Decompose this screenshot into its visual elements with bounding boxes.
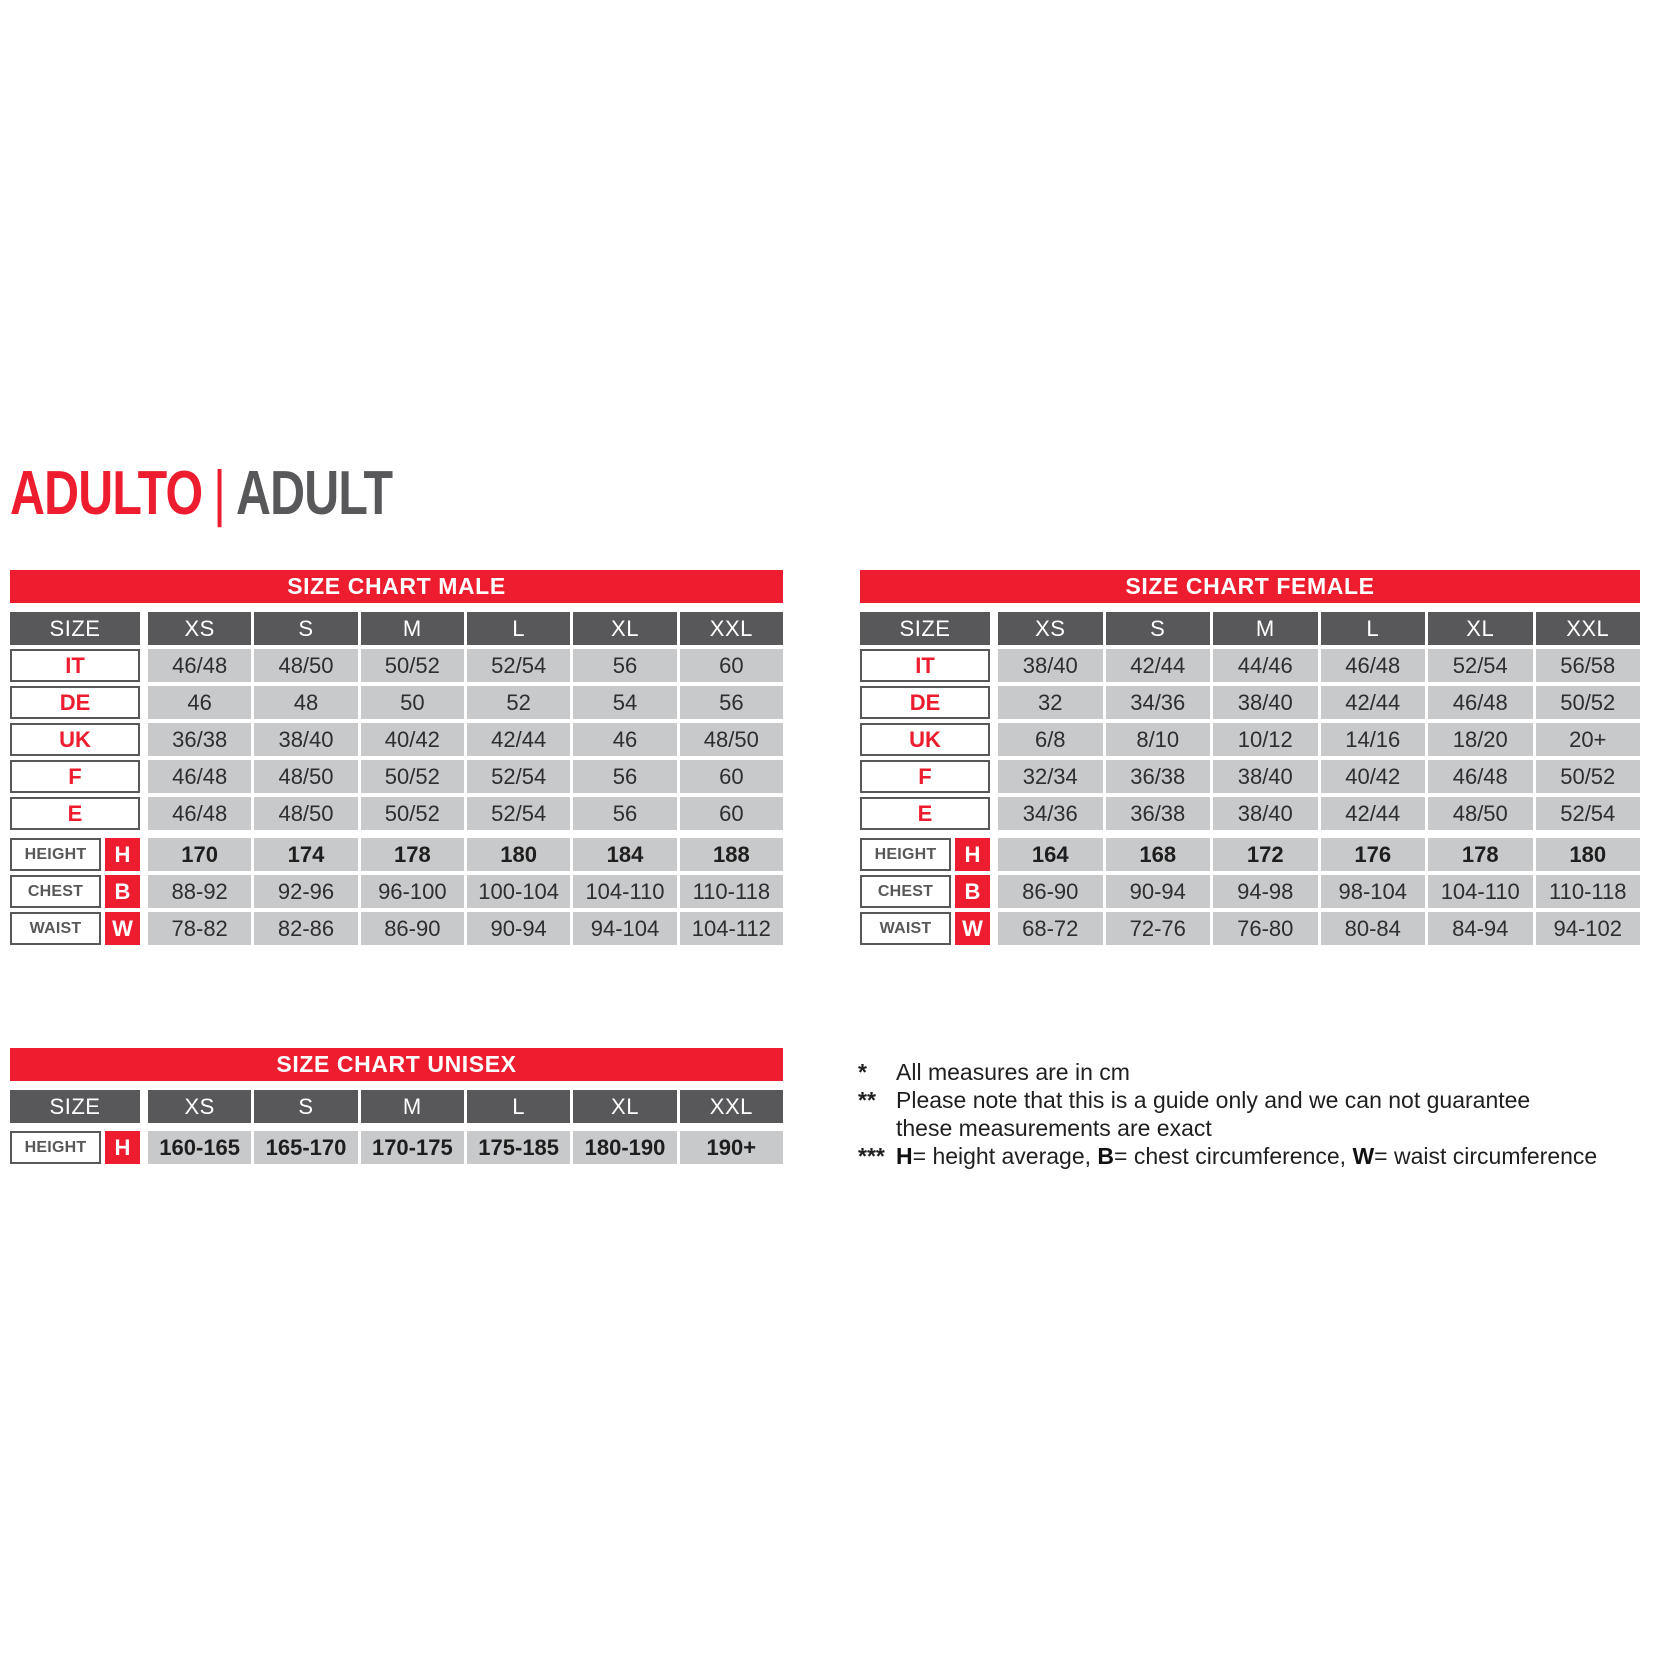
footnote-1	[858, 1058, 1654, 1086]
size-value-cell: 20+	[1536, 723, 1641, 756]
measure-key-badge-h: H	[105, 838, 140, 871]
size-value-cell: 60	[680, 649, 783, 682]
size-value-cell: 50	[361, 686, 464, 719]
footnote-segment: = height average,	[912, 1143, 1098, 1169]
measure-value-cell: 104-110	[573, 875, 676, 908]
footnote-segment: All measures are in cm	[896, 1059, 1130, 1085]
size-value-cell: 46/48	[1321, 649, 1426, 682]
column-header-row	[10, 612, 783, 645]
footnote-marker: **	[858, 1087, 876, 1113]
measure-key-badge-h: H	[105, 1131, 140, 1164]
measure-value-cell: 68-72	[998, 912, 1103, 945]
size-value-cell: 56/58	[1536, 649, 1641, 682]
column-header-m: M	[1213, 612, 1318, 645]
measure-value-cell: 90-94	[467, 912, 570, 945]
size-row-de	[10, 686, 783, 719]
measure-value-cell: 180	[467, 838, 570, 871]
size-header-cell: SIZE	[10, 612, 140, 645]
column-header-xl: XL	[573, 1090, 676, 1123]
size-row-it	[860, 649, 1640, 682]
size-value-cell: 38/40	[254, 723, 357, 756]
page-title-separator: |	[213, 459, 226, 528]
size-row-uk	[860, 723, 1640, 756]
size-value-cell: 42/44	[1321, 797, 1426, 830]
footnote-term: H	[896, 1143, 913, 1169]
measure-row-height	[10, 838, 783, 871]
row-label-wrap	[10, 760, 145, 793]
measure-value-cell: 190+	[680, 1131, 783, 1164]
measure-label-wrap	[10, 838, 140, 871]
size-value-cell: 36/38	[148, 723, 251, 756]
size-value-cell: 32/34	[998, 760, 1103, 793]
column-header-s: S	[1106, 612, 1211, 645]
measure-value-cell: 180	[1536, 838, 1641, 871]
measure-label-wrap	[10, 875, 140, 908]
measure-value-cell: 72-76	[1106, 912, 1211, 945]
measure-value-cell: 90-94	[1106, 875, 1211, 908]
size-chart-unisex-title-bar: SIZE CHART UNISEX	[10, 1048, 783, 1081]
size-header-wrap	[10, 1090, 145, 1123]
footnote-2	[858, 1086, 1654, 1142]
size-value-cell: 42/44	[467, 723, 570, 756]
size-value-cell: 38/40	[998, 649, 1103, 682]
size-chart-female-title-bar: SIZE CHART FEMALE	[860, 570, 1640, 603]
size-value-cell: 48	[254, 686, 357, 719]
column-header-l: L	[467, 1090, 570, 1123]
size-value-cell: 38/40	[1213, 797, 1318, 830]
size-value-cell: 46	[148, 686, 251, 719]
size-value-cell: 60	[680, 760, 783, 793]
measure-value-cell: 174	[254, 838, 357, 871]
measure-key-badge-w: W	[955, 912, 990, 945]
size-value-cell: 44/46	[1213, 649, 1318, 682]
measure-value-cell: 180-190	[573, 1131, 676, 1164]
measure-label-waist: WAIST	[860, 912, 951, 945]
size-value-cell: 56	[573, 760, 676, 793]
column-header-xl: XL	[1428, 612, 1533, 645]
size-value-cell: 46/48	[1428, 686, 1533, 719]
measure-value-cell: 168	[1106, 838, 1211, 871]
measure-row-chest	[860, 875, 1640, 908]
size-row-uk	[10, 723, 783, 756]
row-label-f: F	[10, 760, 140, 793]
size-value-cell: 34/36	[1106, 686, 1211, 719]
size-chart-unisex-table	[10, 1048, 783, 1168]
footnote-marker: *	[858, 1059, 867, 1085]
size-value-cell: 38/40	[1213, 760, 1318, 793]
measure-value-cell: 78-82	[148, 912, 251, 945]
row-label-wrap	[860, 686, 995, 719]
measure-value-cell: 110-118	[1536, 875, 1641, 908]
measure-row-height	[10, 1131, 783, 1164]
measure-value-cell: 104-112	[680, 912, 783, 945]
size-chart-unisex-body	[10, 1090, 783, 1164]
measure-value-cell: 178	[361, 838, 464, 871]
row-label-wrap	[10, 797, 145, 830]
size-value-cell: 40/42	[361, 723, 464, 756]
measure-value-cell: 178	[1428, 838, 1533, 871]
size-value-cell: 42/44	[1321, 686, 1426, 719]
row-label-wrap	[860, 760, 995, 793]
size-value-cell: 52/54	[467, 649, 570, 682]
measure-value-cell: 170-175	[361, 1131, 464, 1164]
measure-value-cell: 98-104	[1321, 875, 1426, 908]
row-label-f: F	[860, 760, 990, 793]
measure-value-cell: 184	[573, 838, 676, 871]
column-header-xxl: XXL	[680, 612, 783, 645]
row-label-wrap	[10, 723, 145, 756]
size-value-cell: 50/52	[1536, 760, 1641, 793]
footnote-text	[896, 1058, 1130, 1086]
measure-value-cell: 176	[1321, 838, 1426, 871]
measure-label-wrap	[860, 875, 990, 908]
row-label-wrap	[10, 649, 145, 682]
size-value-cell: 6/8	[998, 723, 1103, 756]
size-value-cell: 48/50	[680, 723, 783, 756]
footnote-term: B	[1097, 1143, 1115, 1169]
size-value-cell: 38/40	[1213, 686, 1318, 719]
measure-value-cell: 170	[148, 838, 251, 871]
measure-value-cell: 172	[1213, 838, 1318, 871]
size-row-de	[860, 686, 1640, 719]
footnotes	[858, 1058, 1654, 1170]
measure-value-cell: 164	[998, 838, 1103, 871]
measure-label-chest: CHEST	[860, 875, 951, 908]
row-label-it: IT	[10, 649, 140, 682]
measure-value-cell: 94-98	[1213, 875, 1318, 908]
column-header-s: S	[254, 612, 357, 645]
size-row-e	[10, 797, 783, 830]
size-value-cell: 18/20	[1428, 723, 1533, 756]
measure-group	[10, 1131, 783, 1164]
column-header-l: L	[1321, 612, 1426, 645]
measure-group	[860, 838, 1640, 945]
measure-value-cell: 92-96	[254, 875, 357, 908]
column-header-xxl: XXL	[680, 1090, 783, 1123]
size-value-cell: 50/52	[361, 649, 464, 682]
measure-label-waist: WAIST	[10, 912, 101, 945]
size-value-cell: 52/54	[1536, 797, 1641, 830]
measure-label-wrap	[10, 912, 140, 945]
size-value-cell: 14/16	[1321, 723, 1426, 756]
measure-value-cell: 188	[680, 838, 783, 871]
measure-label-wrap	[10, 1131, 140, 1164]
size-row-e	[860, 797, 1640, 830]
column-header-row	[860, 612, 1640, 645]
size-value-cell: 56	[573, 649, 676, 682]
row-label-uk: UK	[860, 723, 990, 756]
column-header-row	[10, 1090, 783, 1123]
row-label-e: E	[10, 797, 140, 830]
footnote-text	[896, 1142, 1597, 1170]
row-label-e: E	[860, 797, 990, 830]
measure-row-chest	[10, 875, 783, 908]
size-row-f	[860, 760, 1640, 793]
column-header-xs: XS	[148, 1090, 251, 1123]
row-label-wrap	[860, 797, 995, 830]
measure-label-height: HEIGHT	[10, 1131, 101, 1164]
measure-key-badge-w: W	[105, 912, 140, 945]
size-chart-female-table	[860, 570, 1640, 949]
measure-label-chest: CHEST	[10, 875, 101, 908]
column-header-xxl: XXL	[1536, 612, 1641, 645]
measure-label-wrap	[860, 838, 990, 871]
measure-value-cell: 84-94	[1428, 912, 1533, 945]
footnote-3	[858, 1142, 1654, 1170]
row-label-wrap	[10, 686, 145, 719]
size-value-cell: 34/36	[998, 797, 1103, 830]
measure-label-height: HEIGHT	[860, 838, 951, 871]
measure-value-cell: 96-100	[361, 875, 464, 908]
size-row-it	[10, 649, 783, 682]
size-value-cell: 52/54	[467, 797, 570, 830]
size-value-cell: 56	[680, 686, 783, 719]
size-chart-male-body	[10, 612, 783, 945]
measure-value-cell: 110-118	[680, 875, 783, 908]
column-header-m: M	[361, 612, 464, 645]
page-title	[10, 459, 393, 528]
footnote-segment: = waist circumference	[1374, 1143, 1598, 1169]
measure-value-cell: 80-84	[1321, 912, 1426, 945]
size-value-cell: 42/44	[1106, 649, 1211, 682]
measure-row-waist	[860, 912, 1640, 945]
row-label-wrap	[860, 649, 995, 682]
size-value-cell: 48/50	[1428, 797, 1533, 830]
size-chart-female-body	[860, 612, 1640, 945]
measure-value-cell: 160-165	[148, 1131, 251, 1164]
column-header-xs: XS	[148, 612, 251, 645]
measure-value-cell: 175-185	[467, 1131, 570, 1164]
size-chart-male-title-bar: SIZE CHART MALE	[10, 570, 783, 603]
size-value-cell: 52/54	[467, 760, 570, 793]
footnote-text	[896, 1086, 1561, 1142]
measure-key-badge-b: B	[105, 875, 140, 908]
column-header-m: M	[361, 1090, 464, 1123]
page-title-secondary: ADULT	[235, 459, 393, 528]
measure-value-cell: 86-90	[998, 875, 1103, 908]
size-value-cell: 10/12	[1213, 723, 1318, 756]
size-value-cell: 46	[573, 723, 676, 756]
column-header-xl: XL	[573, 612, 676, 645]
footnote-term: W	[1352, 1143, 1375, 1169]
footnote-segment: = chest circumference,	[1114, 1143, 1353, 1169]
measure-key-badge-h: H	[955, 838, 990, 871]
size-value-cell: 8/10	[1106, 723, 1211, 756]
measure-value-cell: 165-170	[254, 1131, 357, 1164]
measure-value-cell: 88-92	[148, 875, 251, 908]
measure-label-height: HEIGHT	[10, 838, 101, 871]
size-value-cell: 60	[680, 797, 783, 830]
size-value-cell: 52	[467, 686, 570, 719]
measure-value-cell: 100-104	[467, 875, 570, 908]
measure-row-height	[860, 838, 1640, 871]
measure-value-cell: 94-104	[573, 912, 676, 945]
size-chart-male-table	[10, 570, 783, 949]
measure-value-cell: 76-80	[1213, 912, 1318, 945]
measure-value-cell: 104-110	[1428, 875, 1533, 908]
measure-value-cell: 86-90	[361, 912, 464, 945]
column-header-l: L	[467, 612, 570, 645]
row-label-de: DE	[860, 686, 990, 719]
column-header-s: S	[254, 1090, 357, 1123]
measure-key-badge-b: B	[955, 875, 990, 908]
size-value-cell: 46/48	[148, 760, 251, 793]
size-value-cell: 56	[573, 797, 676, 830]
size-header-cell: SIZE	[860, 612, 990, 645]
row-label-it: IT	[860, 649, 990, 682]
row-label-de: DE	[10, 686, 140, 719]
size-value-cell: 50/52	[361, 797, 464, 830]
measure-group	[10, 838, 783, 945]
size-value-cell: 46/48	[148, 649, 251, 682]
column-header-xs: XS	[998, 612, 1103, 645]
page-title-primary: ADULTO	[10, 459, 203, 528]
row-label-wrap	[860, 723, 995, 756]
size-value-cell: 46/48	[148, 797, 251, 830]
measure-value-cell: 82-86	[254, 912, 357, 945]
footnote-segment: Please note that this is a guide only and we can not guarantee these measurements are exact	[896, 1087, 1531, 1141]
size-header-cell: SIZE	[10, 1090, 140, 1123]
measure-row-waist	[10, 912, 783, 945]
size-value-cell: 50/52	[1536, 686, 1641, 719]
size-value-cell: 32	[998, 686, 1103, 719]
size-value-cell: 54	[573, 686, 676, 719]
size-value-cell: 48/50	[254, 760, 357, 793]
size-value-cell: 52/54	[1428, 649, 1533, 682]
size-value-cell: 40/42	[1321, 760, 1426, 793]
size-value-cell: 48/50	[254, 649, 357, 682]
size-value-cell: 36/38	[1106, 760, 1211, 793]
size-header-wrap	[860, 612, 995, 645]
size-header-wrap	[10, 612, 145, 645]
size-value-cell: 48/50	[254, 797, 357, 830]
footnote-marker: ***	[858, 1143, 885, 1169]
measure-label-wrap	[860, 912, 990, 945]
size-value-cell: 36/38	[1106, 797, 1211, 830]
size-value-cell: 50/52	[361, 760, 464, 793]
size-row-f	[10, 760, 783, 793]
size-value-cell: 46/48	[1428, 760, 1533, 793]
row-label-uk: UK	[10, 723, 140, 756]
measure-value-cell: 94-102	[1536, 912, 1641, 945]
